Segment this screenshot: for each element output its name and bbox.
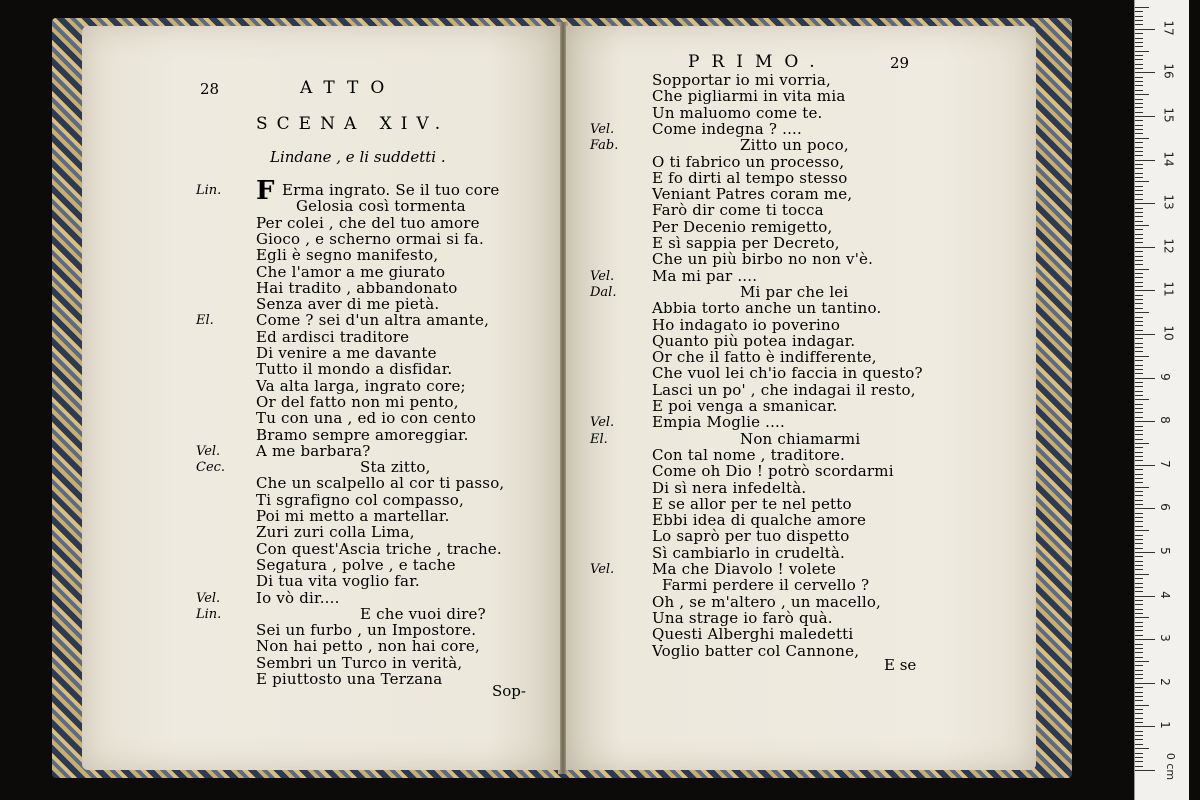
ruler-tick xyxy=(1135,229,1143,230)
ruler-tick xyxy=(1135,264,1143,265)
ruler-tick xyxy=(1135,443,1149,444)
ruler-number: 16 xyxy=(1161,63,1176,80)
verse-line: Una strage io farò quà. xyxy=(652,608,833,627)
ruler-tick xyxy=(1135,55,1143,56)
ruler-tick xyxy=(1135,295,1143,296)
verse-line: Voglio batter col Cannone, xyxy=(652,641,860,660)
ruler-tick xyxy=(1135,312,1149,313)
ruler-tick xyxy=(1135,713,1143,714)
ruler-tick xyxy=(1135,521,1143,522)
ruler-tick xyxy=(1135,317,1143,318)
ruler-number: 14 xyxy=(1161,150,1176,167)
ruler-tick xyxy=(1135,591,1143,592)
ruler-tick xyxy=(1135,303,1143,304)
ruler-number: 2 xyxy=(1157,677,1172,686)
ruler-tick xyxy=(1135,583,1143,584)
ruler-tick xyxy=(1135,120,1143,121)
ruler-tick xyxy=(1135,356,1149,357)
ruler-tick xyxy=(1135,64,1143,65)
ruler-tick xyxy=(1135,181,1149,182)
ruler-tick xyxy=(1135,129,1143,130)
ruler-tick xyxy=(1135,452,1143,453)
ruler-tick xyxy=(1135,234,1143,235)
ruler-tick xyxy=(1135,330,1143,331)
speaker-label: Vel. xyxy=(196,590,221,606)
ruler-tick xyxy=(1135,168,1143,169)
verse-line: Abbia torto anche un tantino. xyxy=(652,299,882,318)
ruler-tick xyxy=(1135,99,1143,100)
ruler-tick xyxy=(1135,674,1143,675)
ruler-tick xyxy=(1135,208,1143,209)
ruler-tick xyxy=(1135,535,1143,536)
ruler-tick xyxy=(1135,282,1143,283)
verse-line: Ma mi par .... xyxy=(652,266,758,285)
ruler-number: 6 xyxy=(1157,503,1172,512)
ruler-tick xyxy=(1135,530,1149,531)
ruler-tick xyxy=(1135,125,1143,126)
ruler-tick xyxy=(1135,321,1143,322)
ruler-tick xyxy=(1135,482,1143,483)
ruler-tick xyxy=(1135,360,1143,361)
ruler-number: 9 xyxy=(1157,372,1172,381)
ruler-tick xyxy=(1135,678,1143,679)
ruler-tick xyxy=(1135,391,1143,392)
verse-line: Lasci un po' , che indagai il resto, xyxy=(652,380,916,399)
verse-line: Che un più birbo no non v'è. xyxy=(652,250,874,269)
verse-line: Che l'amor a me giurato xyxy=(256,262,446,281)
ruler-number: 15 xyxy=(1161,107,1176,123)
right-running-head: PRIMO. xyxy=(688,52,827,72)
ruler-tick xyxy=(1135,68,1143,69)
ruler-tick xyxy=(1135,491,1143,492)
verse-line: Di sì nera infedeltà. xyxy=(652,478,807,497)
ruler-tick xyxy=(1135,460,1143,461)
left-catchword: Sop- xyxy=(492,682,526,700)
ruler-tick xyxy=(1135,256,1143,257)
ruler-tick xyxy=(1135,513,1143,514)
verse-line: Tutto il mondo a disfidar. xyxy=(256,360,453,379)
ruler-tick xyxy=(1135,338,1143,339)
ruler-tick xyxy=(1135,692,1143,693)
left-page-number: 28 xyxy=(200,80,220,98)
verse-line: Ed ardisci traditore xyxy=(256,327,410,346)
ruler-tick xyxy=(1135,221,1143,222)
ruler-number: 7 xyxy=(1157,459,1172,468)
ruler-tick xyxy=(1135,151,1143,152)
ruler-tick xyxy=(1135,138,1149,139)
ruler-tick xyxy=(1135,705,1149,706)
ruler-tick xyxy=(1135,718,1143,719)
speaker-label: Vel. xyxy=(196,443,221,459)
ruler-number: 17 xyxy=(1161,20,1176,36)
ruler-tick xyxy=(1135,308,1143,309)
speaker-label: El. xyxy=(196,313,214,329)
ruler-tick xyxy=(1135,561,1143,562)
verse-line: Erma ingrato. Se il tuo core xyxy=(282,181,500,199)
scene-title: SCENA XIV. xyxy=(256,114,450,134)
verse-line: Gelosia così tormenta xyxy=(296,197,466,216)
verse-line: Per Decenio remigetto, xyxy=(652,217,833,236)
verse-line: Senza aver di me pietà. xyxy=(256,295,440,314)
ruler-tick xyxy=(1135,242,1143,243)
ruler-tick xyxy=(1135,504,1143,505)
ruler-tick xyxy=(1135,238,1143,239)
ruler-tick xyxy=(1135,216,1143,217)
ruler-tick xyxy=(1135,766,1143,767)
verse-line: E poi venga a smanicar. xyxy=(652,397,838,415)
ruler-tick xyxy=(1135,20,1143,21)
ruler-tick xyxy=(1135,421,1155,422)
ruler-tick xyxy=(1135,7,1149,8)
ruler-tick xyxy=(1135,247,1155,248)
ruler-tick xyxy=(1135,373,1143,374)
ruler-tick xyxy=(1135,72,1155,73)
ruler-tick xyxy=(1135,630,1143,631)
verse-line: O ti fabrico un processo, xyxy=(652,152,845,171)
ruler-tick xyxy=(1135,11,1143,12)
ruler-tick xyxy=(1135,173,1143,174)
ruler-tick xyxy=(1135,552,1155,553)
ruler-tick xyxy=(1135,644,1143,645)
measuring-ruler xyxy=(1134,0,1189,800)
ruler-tick xyxy=(1135,194,1143,195)
left-running-head: ATTO xyxy=(300,78,397,98)
ruler-tick xyxy=(1135,160,1155,161)
ruler-tick xyxy=(1135,731,1143,732)
speaker-label: Lin. xyxy=(196,606,222,622)
ruler-tick xyxy=(1135,469,1143,470)
ruler-tick xyxy=(1135,212,1143,213)
verse-line: Oh , se m'altero , un macello, xyxy=(652,592,882,611)
ruler-tick xyxy=(1135,199,1143,200)
ruler-number: 11 xyxy=(1161,281,1176,298)
verse-line: Ho indagato io poverino xyxy=(652,315,841,334)
ruler-tick xyxy=(1135,474,1143,475)
ruler-tick xyxy=(1135,365,1143,366)
verse-line: Zuri zuri colla Lima, xyxy=(256,523,415,542)
verse-line: Che un scalpello al cor ti passo, xyxy=(256,474,505,493)
ruler-tick xyxy=(1135,399,1149,400)
ruler-tick xyxy=(1135,657,1143,658)
ruler-tick xyxy=(1135,604,1143,605)
ruler-tick xyxy=(1135,548,1143,549)
ruler-tick xyxy=(1135,203,1155,204)
speaker-label: El. xyxy=(590,431,608,447)
ruler-number: 12 xyxy=(1161,238,1176,254)
ruler-tick xyxy=(1135,408,1143,409)
ruler-tick xyxy=(1135,290,1155,291)
ruler-tick xyxy=(1135,59,1143,60)
ruler-tick xyxy=(1135,622,1143,623)
verse-line: Sta zitto, xyxy=(360,458,431,477)
verse-line: Ti sgrafigno col compasso, xyxy=(256,490,464,509)
ruler-tick xyxy=(1135,739,1143,740)
right-catchword: E se xyxy=(884,656,917,674)
ruler-tick xyxy=(1135,556,1143,557)
verse-line: Empia Moglie .... xyxy=(652,413,785,432)
ruler-tick xyxy=(1135,277,1143,278)
verse-line: Che vuol lei ch'io faccia in questo? xyxy=(652,364,923,383)
verse-line: Mi par che lei xyxy=(740,282,849,301)
ruler-number: 1 xyxy=(1157,721,1172,730)
ruler-tick xyxy=(1135,42,1143,43)
verse-line: Bramo sempre amoreggiar. xyxy=(256,425,469,444)
ruler-tick xyxy=(1135,495,1143,496)
ruler-tick xyxy=(1135,417,1143,418)
ruler-tick xyxy=(1135,696,1143,697)
ruler-unit-label: 0 cm xyxy=(1164,752,1178,781)
ruler-tick xyxy=(1135,517,1143,518)
ruler-tick xyxy=(1135,665,1143,666)
verse-line: Ebbi idea di qualche amore xyxy=(652,511,867,530)
ruler-tick xyxy=(1135,273,1143,274)
verse-line: Egli è segno manifesto, xyxy=(256,246,439,265)
scene-subtitle: Lindane , e li suddetti . xyxy=(270,148,446,166)
ruler-tick xyxy=(1135,447,1143,448)
ruler-tick xyxy=(1135,103,1143,104)
verse-line: Non hai petto , non hai core, xyxy=(256,637,480,656)
ruler-tick xyxy=(1135,761,1143,762)
ruler-tick xyxy=(1135,722,1143,723)
ruler-tick xyxy=(1135,46,1143,47)
verse-line: E che vuoi dire? xyxy=(360,604,486,623)
ruler-number: 5 xyxy=(1157,547,1172,555)
ruler-tick xyxy=(1135,587,1143,588)
verse-line: Farmi perdere il cervello ? xyxy=(662,576,870,595)
verse-line: Un maluomo come te. xyxy=(652,103,823,122)
ruler-tick xyxy=(1135,90,1143,91)
verse-line: Ma che Diavolo ! volete xyxy=(652,560,837,578)
ruler-tick xyxy=(1135,609,1143,610)
verse-line: Sei un furbo , un Impostore. xyxy=(256,621,477,640)
ruler-number: 3 xyxy=(1157,634,1172,643)
ruler-tick xyxy=(1135,748,1149,749)
speaker-label: Vel. xyxy=(590,268,615,284)
verse-line: Va alta larga, ingrato core; xyxy=(256,376,466,395)
verse-line: Con quest'Ascia triche , trache. xyxy=(256,539,502,558)
ruler-tick xyxy=(1135,426,1143,427)
ruler-number: 10 xyxy=(1161,325,1176,341)
ruler-tick xyxy=(1135,186,1143,187)
ruler-tick xyxy=(1135,33,1143,34)
verse-line: Gioco , e scherno ormai si fa. xyxy=(256,229,484,248)
right-page-number: 29 xyxy=(890,54,910,72)
ruler-tick xyxy=(1135,24,1143,25)
ruler-tick xyxy=(1135,526,1143,527)
ruler-tick xyxy=(1135,578,1143,579)
verse-line: Segatura , polve , e tache xyxy=(256,555,456,574)
ruler-tick xyxy=(1135,369,1143,370)
verse-line: Or del fatto non mi pento, xyxy=(256,392,459,411)
ruler-tick xyxy=(1135,177,1143,178)
ruler-tick xyxy=(1135,51,1149,52)
ruler-tick xyxy=(1135,574,1149,575)
verse-line: A me barbara? xyxy=(256,441,371,460)
verse-line: Poi mi metto a martellar. xyxy=(256,507,450,525)
ruler-number: 4 xyxy=(1157,590,1172,599)
ruler-tick xyxy=(1135,164,1143,165)
ruler-tick xyxy=(1135,753,1143,754)
ruler-tick xyxy=(1135,770,1155,771)
verse-line: Hai tradito , abbandonato xyxy=(256,278,458,297)
speaker-label: Vel. xyxy=(590,415,615,431)
verse-line: Come ? sei d'un altra amante, xyxy=(256,311,490,330)
ruler-tick xyxy=(1135,487,1149,488)
verse-line: Veniant Patres coram me, xyxy=(652,185,853,204)
verse-line: Come oh Dio ! potrò scordarmi xyxy=(652,462,894,481)
ruler-tick xyxy=(1135,683,1155,684)
ruler-tick xyxy=(1135,107,1143,108)
ruler-tick xyxy=(1135,687,1143,688)
speaker-label: Cec. xyxy=(196,460,226,476)
verse-line: Quanto più potea indagar. xyxy=(652,331,856,350)
ruler-tick xyxy=(1135,596,1155,597)
ruler-tick xyxy=(1135,94,1149,95)
ruler-tick xyxy=(1135,648,1143,649)
ruler-tick xyxy=(1135,635,1143,636)
ruler-tick xyxy=(1135,299,1143,300)
verse-line: Or che il fatto è indifferente, xyxy=(652,348,877,367)
speaker-label: Lin. xyxy=(196,183,222,198)
ruler-tick xyxy=(1135,661,1149,662)
ruler-tick xyxy=(1135,439,1143,440)
ruler-number: 8 xyxy=(1157,416,1172,425)
drop-cap: F xyxy=(256,176,275,206)
verse-line: E se allor per te nel petto xyxy=(652,494,852,513)
ruler-tick xyxy=(1135,670,1143,671)
ruler-tick xyxy=(1135,617,1149,618)
verse-line: E fo dirti al tempo stesso xyxy=(652,168,848,187)
verse-line: Di venire a me davante xyxy=(256,344,437,362)
ruler-tick xyxy=(1135,133,1143,134)
ruler-tick xyxy=(1135,190,1143,191)
ruler-tick xyxy=(1135,112,1143,113)
ruler-tick xyxy=(1135,382,1143,383)
speaker-label: Dal. xyxy=(590,284,617,300)
ruler-tick xyxy=(1135,142,1143,143)
ruler-tick xyxy=(1135,543,1143,544)
ruler-tick xyxy=(1135,539,1143,540)
ruler-tick xyxy=(1135,735,1143,736)
ruler-tick xyxy=(1135,325,1143,326)
ruler-tick xyxy=(1135,351,1143,352)
ruler-tick xyxy=(1135,700,1143,701)
ruler-tick xyxy=(1135,613,1143,614)
ruler-tick xyxy=(1135,225,1149,226)
verse-line: Zitto un poco, xyxy=(740,136,849,155)
verse-line: Questi Alberghi maledetti xyxy=(652,625,854,644)
ruler-tick xyxy=(1135,465,1155,466)
ruler-number: 13 xyxy=(1161,194,1176,210)
ruler-tick xyxy=(1135,639,1155,640)
ruler-tick xyxy=(1135,347,1143,348)
ruler-tick xyxy=(1135,412,1143,413)
ruler-tick xyxy=(1135,29,1155,30)
verse-line: Non chiamarmi xyxy=(740,429,861,448)
speaker-label: Vel. xyxy=(590,562,615,577)
verse-line: Per colei , che del tuo amore xyxy=(256,213,480,232)
ruler-tick xyxy=(1135,155,1143,156)
ruler-tick xyxy=(1135,147,1143,148)
ruler-tick xyxy=(1135,569,1143,570)
ruler-tick xyxy=(1135,85,1143,86)
verse-line: Sembri un Turco in verità, xyxy=(256,653,463,672)
verse-line: Come indegna ? .... xyxy=(652,119,802,138)
ruler-tick xyxy=(1135,16,1143,17)
speaker-label: Vel. xyxy=(590,121,615,137)
ruler-tick xyxy=(1135,395,1143,396)
verse-line: Tu con una , ed io con cento xyxy=(256,409,477,428)
ruler-tick xyxy=(1135,478,1143,479)
ruler-tick xyxy=(1135,434,1143,435)
verse-line: Lo saprò per tuo dispetto xyxy=(652,527,850,546)
ruler-tick xyxy=(1135,600,1143,601)
ruler-tick xyxy=(1135,404,1143,405)
verse-line: Che pigliarmi in vita mia xyxy=(652,87,846,106)
verse-line: Io vò dir.... xyxy=(256,588,340,607)
ruler-tick xyxy=(1135,81,1143,82)
verse-line: Sì cambiarlo in crudeltà. xyxy=(652,543,845,562)
ruler-tick xyxy=(1135,386,1143,387)
verse-line: E sì sappia per Decreto, xyxy=(652,234,840,252)
ruler-tick xyxy=(1135,251,1143,252)
verse-line: E piuttosto una Terzana xyxy=(256,670,443,688)
verse-line: Di tua vita voglio far. xyxy=(256,572,420,591)
ruler-tick xyxy=(1135,500,1143,501)
ruler-tick xyxy=(1135,343,1143,344)
verse-line: Sopportar io mi vorria, xyxy=(652,71,831,89)
ruler-tick xyxy=(1135,116,1155,117)
verse-line: Con tal nome , traditore. xyxy=(652,445,845,464)
ruler-tick xyxy=(1135,269,1149,270)
ruler-tick xyxy=(1135,77,1143,78)
speaker-label: Fab. xyxy=(590,138,619,154)
ruler-tick xyxy=(1135,508,1155,509)
ruler-tick xyxy=(1135,378,1155,379)
ruler-tick xyxy=(1135,286,1143,287)
ruler-tick xyxy=(1135,38,1143,39)
ruler-tick xyxy=(1135,260,1143,261)
ruler-tick xyxy=(1135,626,1143,627)
ruler-tick xyxy=(1135,709,1143,710)
ruler-tick xyxy=(1135,757,1143,758)
verse-line: Farò dir come ti tocca xyxy=(652,201,824,220)
ruler-tick xyxy=(1135,334,1155,335)
ruler-tick xyxy=(1135,726,1155,727)
ruler-tick xyxy=(1135,565,1143,566)
ruler-tick xyxy=(1135,652,1143,653)
ruler-tick xyxy=(1135,430,1143,431)
ruler-tick xyxy=(1135,456,1143,457)
ruler-tick xyxy=(1135,744,1143,745)
